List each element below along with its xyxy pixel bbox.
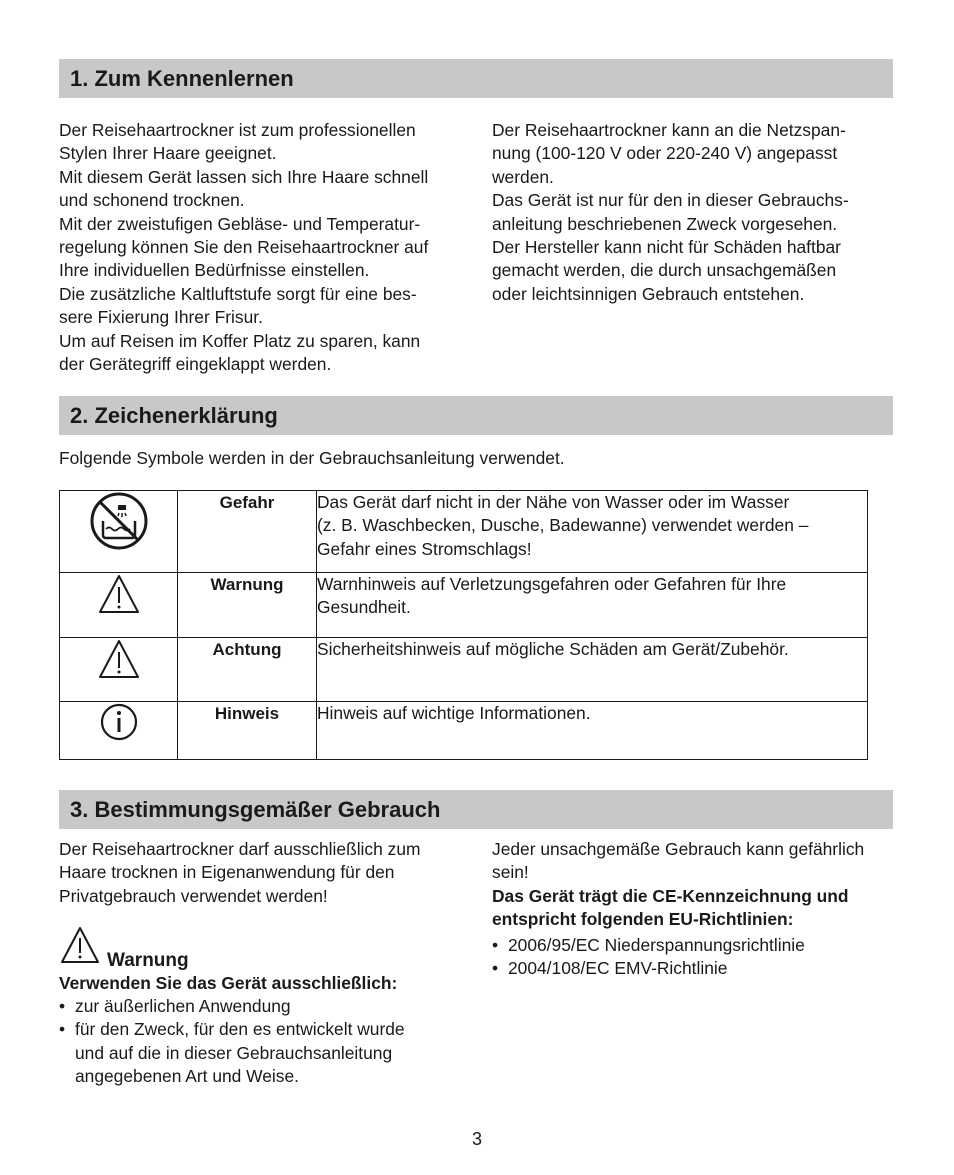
page-number: 3: [471, 1129, 482, 1149]
section-3-left-text: [59, 838, 469, 1089]
warning-triangle-icon: [97, 638, 141, 686]
text-line: oder leichtsinnigen Gebrauch entstehen.: [492, 283, 805, 304]
symbol-description: [317, 573, 868, 638]
symbol-label: Warnung: [178, 573, 317, 638]
warning-triangle-icon: [59, 925, 101, 971]
text-line: • zur äußerlichen Anwendung: [75, 996, 291, 1017]
text-line: angegebenen Art und Weise.: [75, 1066, 299, 1087]
list-item: [59, 995, 469, 1018]
text-line: Warnhinweis auf Verletzungsgefahren oder Gefahren für Ihre: [317, 574, 787, 594]
text-line: Ihre individuellen Bedürfnisse einstellen.: [59, 260, 370, 281]
section-header-1: [59, 59, 893, 98]
section-title-1: 1. Zum Kennenlernen: [70, 66, 294, 91]
text-line: Jeder unsachgemäße Gebrauch kann gefährlich: [492, 839, 865, 859]
warning-heading: [59, 925, 469, 971]
symbol-label: Gefahr: [178, 491, 317, 573]
text-line: und auf die in dieser Gebrauchsanleitung: [75, 1042, 393, 1063]
text-line: anleitung beschriebenen Zweck vorgesehen.: [492, 213, 838, 234]
text-line: Der Hersteller kann nicht für Schäden haftbar: [492, 237, 841, 258]
text-line: Der Reisehaartrockner ist zum professionellen: [59, 120, 416, 140]
text-line: Das Gerät darf nicht in der Nähe von Wasser oder im Wasser: [317, 492, 790, 512]
text-line: werden.: [492, 166, 554, 187]
icon-cell: [60, 573, 178, 638]
info-icon: [99, 702, 139, 748]
text-line: der Gerätegriff eingeklappt werden.: [59, 354, 332, 375]
warning-title: Warnung: [107, 949, 189, 971]
text-line: Stylen Ihrer Haare geeignet.: [59, 143, 277, 164]
icon-cell: [60, 491, 178, 573]
text-line: sein!: [492, 862, 529, 883]
symbol-description: [317, 491, 868, 573]
list-item: • 2004/108/EC EMV-Richtlinie: [492, 957, 902, 980]
text-line: Der Reisehaartrockner kann an die Netzspan-: [492, 120, 846, 140]
symbols-table: [59, 490, 868, 760]
text-line: Das Gerät trägt die CE-Kennzeichnung und: [492, 885, 849, 906]
section-1-right-text: [492, 119, 897, 306]
section-3-right-text: [492, 838, 902, 980]
symbols-intro: Folgende Symbole werden in der Gebrauchsanleitung verwendet.: [59, 448, 565, 468]
text-line: entspricht folgenden EU-Richtlinien:: [492, 909, 794, 930]
text-line: Mit diesem Gerät lassen sich Ihre Haare schnell: [59, 166, 429, 187]
section-1-left-text: [59, 119, 469, 376]
list-item: • 2006/95/EC Niederspannungsrichtlinie: [492, 934, 902, 957]
warning-triangle-icon: [97, 573, 141, 621]
text-line: gemacht werden, die durch unsachgemäßen: [492, 260, 837, 281]
symbol-label: Achtung: [178, 638, 317, 702]
text-line: sere Fixierung Ihrer Frisur.: [59, 307, 263, 328]
text-line: Mit der zweistufigen Gebläse- und Temperatur-: [59, 213, 421, 234]
text-line: Gefahr eines Stromschlags!: [317, 538, 532, 559]
warning-list: [59, 995, 469, 1089]
text-line: Sicherheitshinweis auf mögliche Schäden am Gerät/Zubehör.: [317, 639, 789, 659]
section-title-2: 2. Zeichenerklärung: [70, 403, 278, 428]
text-line: Haare trocknen in Eigenanwendung für den: [59, 862, 395, 883]
text-line: Privatgebrauch verwendet werden!: [59, 885, 328, 906]
text-line: und schonend trocknen.: [59, 190, 245, 211]
text-line: Gesundheit.: [317, 597, 411, 618]
text-line: Hinweis auf wichtige Informationen.: [317, 703, 591, 723]
text-line: Um auf Reisen im Koffer Platz zu sparen, kann: [59, 330, 421, 351]
table-row: [60, 702, 868, 760]
text-line: regelung können Sie den Reisehaartrockner auf: [59, 237, 429, 258]
icon-cell: [60, 638, 178, 702]
list-item: [59, 1018, 469, 1088]
table-row: [60, 491, 868, 573]
text-line: Die zusätzliche Kaltluftstufe sorgt für eine bes-: [59, 283, 417, 304]
symbol-label: Hinweis: [178, 702, 317, 760]
section-header-2: [59, 396, 893, 435]
no-water-icon: [89, 491, 149, 557]
warning-subtitle: Verwenden Sie das Gerät ausschließlich:: [59, 972, 398, 993]
section-header-3: [59, 790, 893, 829]
table-row: [60, 573, 868, 638]
section-title-3: 3. Bestimmungsgemäßer Gebrauch: [70, 797, 441, 822]
symbol-description: [317, 702, 868, 760]
directives-list: [492, 934, 902, 981]
text-line: nung (100-120 V oder 220-240 V) angepasst: [492, 143, 838, 164]
table-row: [60, 638, 868, 702]
text-line: (z. B. Waschbecken, Dusche, Badewanne) verwendet werden –: [317, 515, 809, 536]
text-line: Der Reisehaartrockner darf ausschließlich zum: [59, 839, 421, 859]
text-line: Das Gerät ist nur für den in dieser Gebrauchs-: [492, 190, 849, 211]
text-line: • für den Zweck, für den es entwickelt wurde: [75, 1019, 405, 1040]
symbol-description: [317, 638, 868, 702]
icon-cell: [60, 702, 178, 760]
